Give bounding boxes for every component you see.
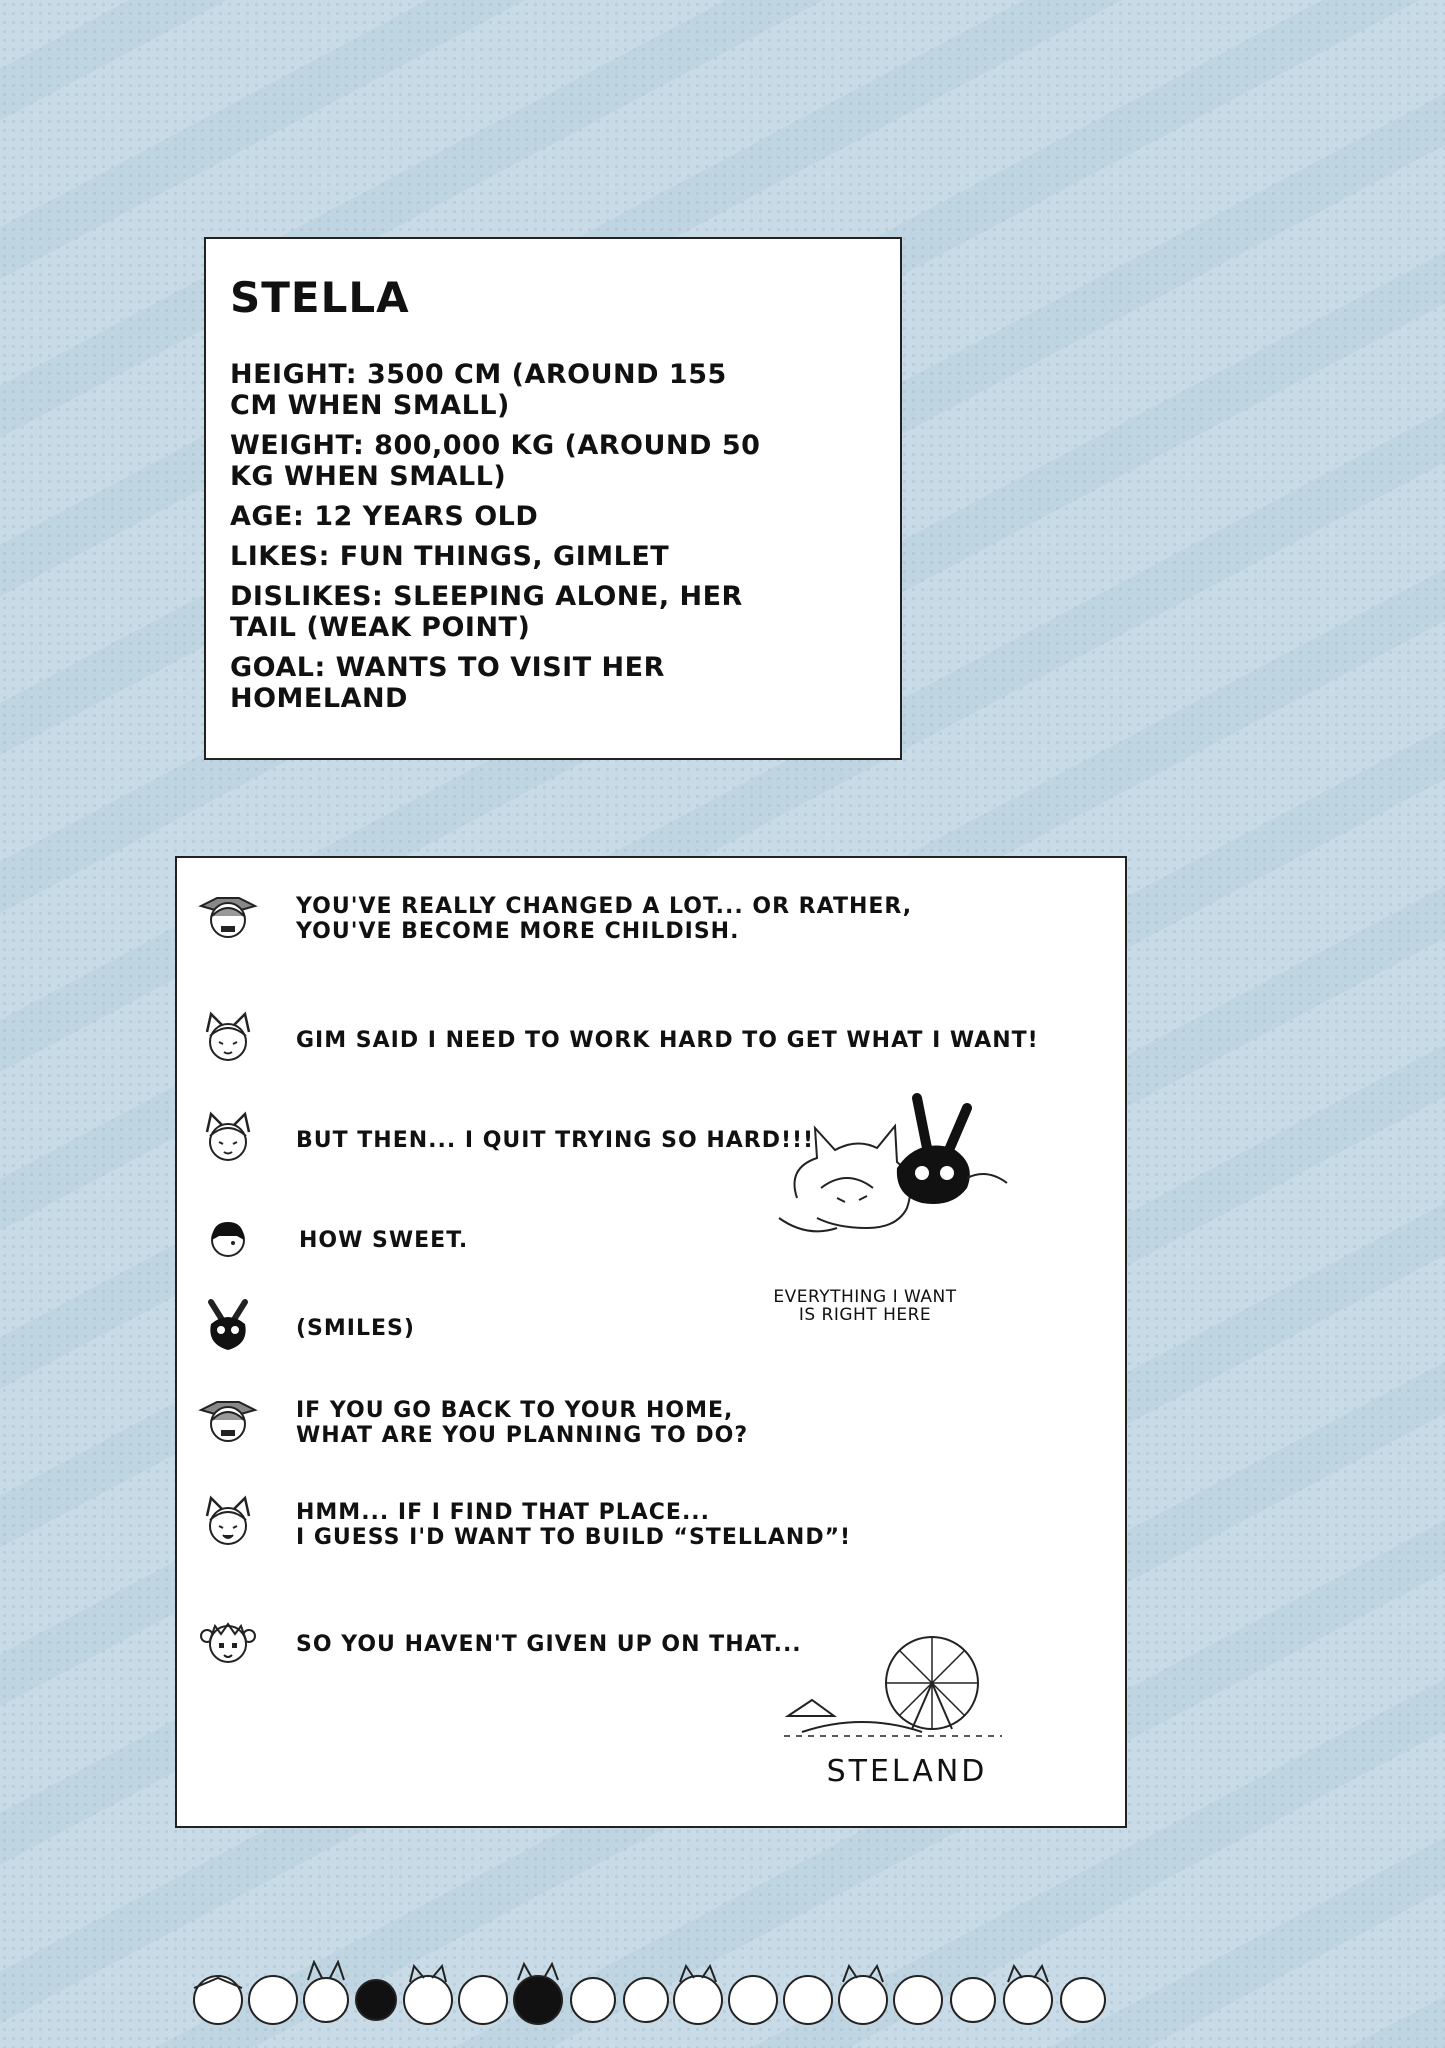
stat-dislikes: DISLIKES: SLEEPING ALONE, HER TAIL (WEAK POINT): [230, 581, 743, 643]
doodle-caption-line: IS RIGHT HERE: [798, 1305, 932, 1325]
dialogue-line: [177, 888, 917, 948]
cat-ear-girl-face-icon: [197, 1010, 259, 1066]
gray-hair-ears-face-icon: [197, 888, 259, 944]
steland-label: STELAND: [826, 1754, 988, 1789]
dialogue-text: BUT THEN... I QUIT TRYING SO HARD!!!: [296, 1128, 815, 1153]
dialogue-text: HMM... IF I FIND THAT PLACE...: [296, 1500, 711, 1525]
dialogue-text: YOU'VE REALLY CHANGED A LOT... OR RATHER,: [296, 894, 913, 919]
stat-height: HEIGHT: 3500 CM (AROUND 155 CM WHEN SMALL): [230, 359, 727, 421]
dialogue-text: (SMILES): [296, 1316, 415, 1341]
dialogue-text: WHAT ARE YOU PLANNING TO DO?: [296, 1423, 749, 1448]
dialogue-text: YOU'VE BECOME MORE CHILDISH.: [296, 919, 740, 944]
dialogue-line: [177, 1494, 917, 1554]
dialogue-line: [177, 1010, 1039, 1070]
dialogue-text: IF YOU GO BACK TO YOUR HOME,: [296, 1398, 734, 1423]
dialogue-text: HOW SWEET.: [299, 1228, 469, 1253]
dialogue-line: [177, 1392, 917, 1452]
stat-likes: LIKES: FUN THINGS, GIMLET: [230, 541, 670, 572]
black-rabbit-face-icon: [197, 1298, 259, 1354]
character-stats: [230, 359, 770, 723]
character-name: STELLA: [230, 273, 410, 322]
dark-hair-face-icon: [197, 1212, 259, 1268]
cat-ear-girl-face-icon: [197, 1494, 259, 1550]
stat-weight: WEIGHT: 800,000 KG (AROUND 50 KG WHEN SMALL): [230, 430, 761, 492]
stat-goal: GOAL: WANTS TO VISIT HER HOMELAND: [230, 652, 665, 714]
stella-rabbit-doodle: [777, 1088, 1037, 1258]
dialogue-text: I GUESS I'D WANT TO BUILD “STELLAND”!: [296, 1525, 852, 1550]
dialogue-panel: [175, 856, 1127, 1828]
doodle-caption: [755, 1288, 975, 1324]
character-faces-row-icon: [188, 1960, 1138, 2030]
profile-panel: [204, 237, 902, 760]
gray-hair-ears-face-icon: [197, 1392, 259, 1448]
dialogue-text: SO YOU HAVEN'T GIVEN UP ON THAT...: [296, 1632, 802, 1657]
cat-ear-girl-face-icon: [197, 1110, 259, 1166]
pigtail-girl-face-icon: [197, 1614, 259, 1670]
dialogue-text: GIM SAID I NEED TO WORK HARD TO GET WHAT I WANT!: [296, 1028, 1039, 1053]
stat-age: AGE: 12 YEARS OLD: [230, 501, 539, 532]
ferris-wheel-doodle: [782, 1628, 1012, 1758]
doodle-caption-line: EVERYTHING I WANT: [773, 1287, 957, 1307]
